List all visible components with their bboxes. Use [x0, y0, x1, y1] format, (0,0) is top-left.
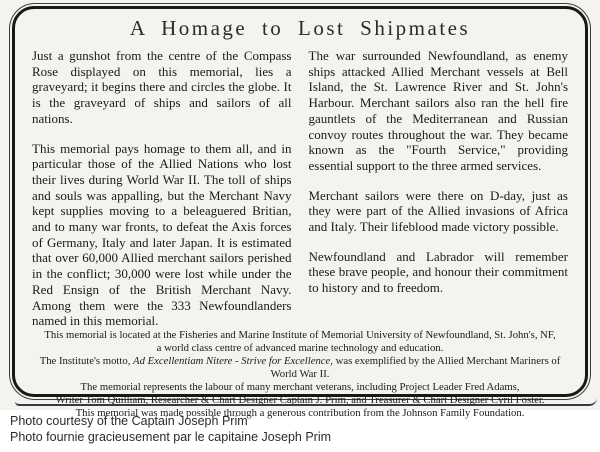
right-paragraph-3: Newfoundland and Labrador will remember these brave people, and honour their commitment to history and to freedom.	[308, 248, 568, 296]
caption-french: Photo fournie gracieusement par le capitaine Joseph Prim	[10, 430, 332, 444]
footer-line-motto	[27, 355, 573, 381]
footer-motto-prefix: The Institute's motto,	[39, 354, 134, 367]
footer-line-location: This memorial is located at the Fisheries and Marine Institute of Memorial University of Newfoundland, St. John's, NF,	[44, 328, 556, 341]
plaque-body-columns	[27, 48, 573, 329]
right-paragraph-2: Merchant sailors were there on D-day, just as they were part of the Allied invasions of Africa and Italy. Their lifeblood made victory possible.	[308, 187, 568, 235]
photo-caption	[10, 413, 331, 445]
right-paragraph-1: The war surrounded Newfoundland, as enemy ships attacked Allied Merchant vessels at Bell Island, the St. Lawrence River and St. John's Harbour. Merchant sailors also ran the hell fire gauntlets of the Mediterranean and Russian convoy routes throughout the war. They became known as the "Fourth Service," providing essential support to the three armed services.	[308, 48, 568, 173]
left-paragraph-2: This memorial pays homage to them all, and in particular those of the Allied Nations who lost their lives during World War II. The toll of ships and souls was appalling, but the Merchant Navy kept supplies moving to a beleaguered Britian, and to many war fronts, to defeat the Axis forces of Germany, Italy and later Japan. It is estimated that over 60,000 Allied merchant sailors perished in the conflict; 30,000 were lost while under the Red Ensign of the British Merchant Navy. Among them were the 333 Newfoundlanders named in this memorial.	[32, 140, 292, 329]
plaque-bottom-shadow-line	[15, 398, 597, 406]
footer-line-veterans: The memorial represents the labour of many merchant veterans, including Project Leader Fred Adams,	[80, 380, 520, 393]
plaque-title: A Homage to Lost Shipmates	[129, 16, 471, 40]
left-paragraph-1: Just a gunshot from the centre of the Compass Rose displayed on this memorial, lies a graveyard; it begins there and circles the globe. It is the graveyard of ships and sailors of all nations.	[32, 48, 292, 126]
plaque-footer	[27, 329, 573, 423]
caption-english: Photo courtesy of the Captain Joseph Prim	[10, 414, 248, 428]
footer-line-centre: a world class centre of advanced marine technology and education.	[156, 341, 444, 354]
footer-motto-suffix: , was exemplified by the Allied Merchant Mariners of World War II.	[270, 354, 561, 380]
footer-line-credits: Writer Tom Quilliam, Researcher & Chart Designer Captain J. Prim, and Treasurer & Chart Designer Cyril Foster.	[55, 393, 545, 406]
plaque-border-inner	[12, 6, 588, 419]
footer-motto-italic: Ad Excellentiam Nitere - Strive for Excellence	[133, 354, 331, 367]
footer-line-foundation: This memorial was made possible through a generous contribution from the Johnson Family Foundation.	[75, 406, 525, 419]
right-column	[309, 48, 569, 329]
left-column	[32, 48, 292, 329]
plaque-border-outer	[9, 3, 591, 419]
